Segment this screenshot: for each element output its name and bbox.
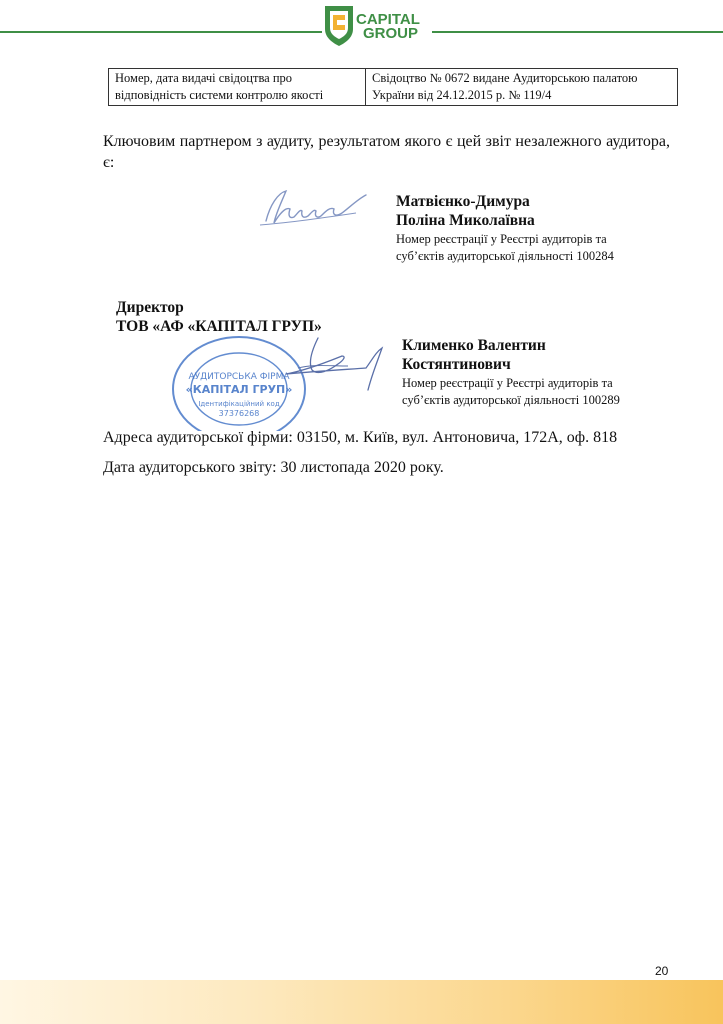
- certificate-label-cell: Номер, дата видачі свідоцтва про відповідність системи контролю якості: [109, 69, 366, 106]
- partner-registration-line1: Номер реєстрації у Реєстрі аудиторів та: [396, 232, 607, 246]
- director-registration-line1: Номер реєстрації у Реєстрі аудиторів та: [402, 376, 613, 390]
- table-row: [109, 69, 678, 106]
- director-title: Директор: [116, 299, 184, 316]
- partner-signature: [256, 183, 371, 231]
- director-registration-line2: суб’єктів аудиторської діяльності 100289: [402, 393, 620, 407]
- director-name-line1: Клименко Валентин: [402, 337, 546, 354]
- page-number: 20: [655, 964, 669, 978]
- key-partner-paragraph: Ключовим партнером з аудиту, результатом якого є цей звіт незалежного аудитора, є:: [103, 133, 670, 171]
- director-company: ТОВ «АФ «КАПІТАЛ ГРУП»: [116, 318, 322, 335]
- certificate-table: [108, 68, 678, 106]
- seal-line4: 37376268: [218, 409, 260, 418]
- certificate-value-cell: Свідоцтво № 0672 видане Аудиторською палатою України від 24.12.2015 р. № 119/4: [366, 69, 678, 106]
- firm-address: Адреса аудиторської фірми: 03150, м. Київ, вул. Антоновича, 172А, оф. 818: [103, 429, 618, 446]
- partner-name-line1: Матвієнко-Димура: [396, 193, 530, 210]
- seal-line3: Ідентифікаційний код: [198, 400, 280, 408]
- director-name-line2: Костянтинович: [402, 356, 511, 373]
- report-date: Дата аудиторського звіту: 30 листопада 2020 року.: [103, 459, 444, 476]
- company-logo: [322, 3, 432, 47]
- logo-text-capital: CAPITAL: [356, 11, 420, 28]
- logo-shield-icon: [322, 3, 356, 47]
- logo-text-group: GROUP: [363, 25, 419, 42]
- key-partner-block: [396, 192, 614, 264]
- director-person-block: [402, 336, 620, 408]
- partner-registration-line2: суб’єктів аудиторської діяльності 100284: [396, 249, 614, 263]
- seal-line2: «КАПІТАЛ ГРУП»: [185, 383, 293, 396]
- partner-name-line2: Поліна Миколаївна: [396, 212, 535, 229]
- director-signature: [268, 330, 398, 400]
- footer-gradient-band: [0, 980, 723, 1024]
- seal-line1: АУДИТОРСЬКА ФІРМА: [188, 372, 290, 382]
